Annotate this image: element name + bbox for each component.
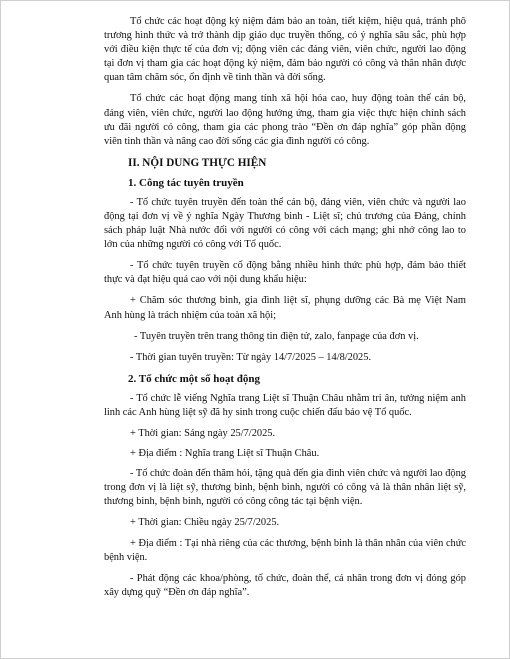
sub1-paragraph-1: - Tổ chức tuyên truyền đến toàn thể cán bộ, đảng viên, viên chức và người lao động tại đơn vị về ý nghĩa Ngày Thương binh - Liệt sĩ; chủ trương của Đảng, chính sách pháp luật Nhà nước đối với người có công với cách mạng; ghi nhớ công lao to lớn của những người có công với Tổ quốc. <box>104 196 466 251</box>
sub2-paragraph-1: - Tổ chức lễ viếng Nghĩa trang Liệt sĩ Thuận Châu nhằm tri ân, tưởng niệm anh linh các Anh hùng liệt sỹ đã hy sinh trong cuộc chiến đấu bảo vệ Tổ quốc. <box>104 392 466 418</box>
sub1-paragraph-4: - Tuyên truyền trên trang thông tin điện tử, zalo, fanpage của đơn vị. <box>134 330 419 342</box>
sub2-paragraph-7: - Phát động các khoa/phòng, tổ chức, đoàn thể, cá nhân trong đơn vị đóng góp xây dựng quỹ “Đền ơn đáp nghĩa”. <box>104 572 466 598</box>
intro-paragraph-1: Tổ chức các hoạt động kỷ niệm đảm bảo an toàn, tiết kiệm, hiệu quả, tránh phô trương hình thức và trở thành dịp giáo dục truyền thống, có ý nghĩa sâu sắc, phù hợp với điều kiện thực tế của đơn vị; động viên các đảng viên, viên chức, người lao động tại đơn vị tham gia các hoạt động kỷ niệm, đảm bảo người có công và thân nhân được quan tâm chăm sóc, ổn định về tinh thần và đời sống. <box>104 16 466 84</box>
sub2-paragraph-5: + Thời gian: Chiều ngày 25/7/2025. <box>130 517 280 529</box>
document-body <box>104 15 466 607</box>
sub1-paragraph-2: - Tổ chức tuyên truyền cổ động bằng nhiều hình thức phù hợp, đảm bảo thiết thực và đạt hiệu quả cao với nội dung khẩu hiệu: <box>104 260 466 286</box>
section-heading: II. NỘI DUNG THỰC HIỆN <box>128 156 267 169</box>
subsection-2-heading: 2. Tổ chức một số hoạt động <box>128 372 260 385</box>
sub1-paragraph-5: - Thời gian tuyên truyền: Từ ngày 14/7/2025 – 14/8/2025. <box>130 351 372 363</box>
subsection-1-heading: 1. Công tác tuyên truyền <box>128 176 244 189</box>
sub2-paragraph-6: + Địa điểm : Tại nhà riêng của các thương, bệnh binh là thân nhân của viên chức bệnh viện. <box>104 537 466 563</box>
intro-paragraph-2: Tổ chức các hoạt động mang tính xã hội hóa cao, huy động toàn thể cán bộ, đảng viên, viên chức, người lao động hưởng ứng, tham gia việc thực hiện chính sách ưu đãi người có công, tham gia các phong trào “Đền ơn đáp nghĩa” góp phần động viên tinh thần và nâng cao đời sống các gia đình người có công. <box>104 93 466 147</box>
sub2-paragraph-3: + Địa điểm : Nghĩa trang Liệt sĩ Thuận Châu. <box>130 448 320 460</box>
sub2-paragraph-4: - Tổ chức đoàn đến thăm hỏi, tặng quà đến gia đình viên chức và người lao động trong đơn vị là liệt sỹ, thương binh, bệnh binh, người có công và là thân nhân liệt sỹ, thương binh, bệnh binh, người có công công tác tại bệnh viện. <box>104 468 466 508</box>
sub1-paragraph-3: + Chăm sóc thương binh, gia đình liệt sĩ, phụng dưỡng các Bà mẹ Việt Nam Anh hùng là trách nhiệm của toàn xã hội; <box>104 295 466 321</box>
sub2-paragraph-2: + Thời gian: Sáng ngày 25/7/2025. <box>130 427 276 439</box>
